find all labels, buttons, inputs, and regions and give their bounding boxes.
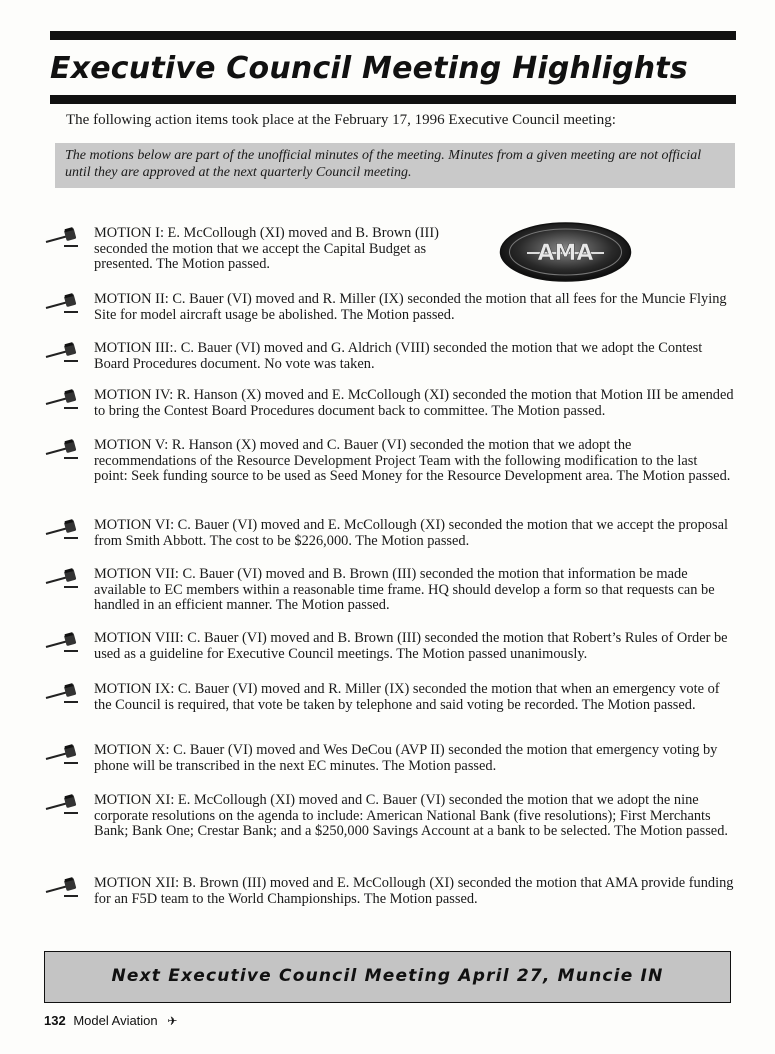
gavel-icon xyxy=(44,682,80,704)
intro-text: The following action items took place at the February 17, 1996 Executive Council meeting: xyxy=(66,112,616,128)
gavel-icon xyxy=(44,793,80,815)
gavel-icon xyxy=(44,876,80,898)
page-folio xyxy=(44,1013,177,1028)
gavel-icon xyxy=(44,226,80,248)
page-number: 132 xyxy=(44,1013,66,1028)
motion-text: MOTION IX: C. Bauer (VI) moved and R. Miller (IX) seconded the motion that when an emergency vote of the Council is required, that vote be taken by telephone and said voting be recorded. The Motion passed. xyxy=(94,681,720,713)
gavel-icon xyxy=(44,292,80,314)
motion-text: MOTION VI: C. Bauer (VI) moved and E. McCollough (XI) seconded the motion that we accept the proposal from Smith Abbott. The cost to be $226,000. The Motion passed. xyxy=(94,517,728,549)
ama-logo-text: AMA xyxy=(537,241,594,266)
gavel-icon xyxy=(44,518,80,540)
motion-text: MOTION V: R. Hanson (X) moved and C. Bauer (VI) seconded the motion that we adopt the recommendations of the Resource Development Project Team with the following modification to the last point: Seek funding source to be used as Seed Money for the Resource Development area. The Motion passed. xyxy=(94,437,731,484)
gavel-icon xyxy=(44,341,80,363)
arrow-right-icon: ✈ xyxy=(167,1014,178,1028)
motion-text: MOTION III:. C. Bauer (VI) moved and G. Aldrich (VIII) seconded the motion that we adopt the Contest Board Procedures document. No vote was taken. xyxy=(94,340,703,372)
next-meeting-banner: Next Executive Council Meeting April 27, Muncie IN xyxy=(44,951,731,1003)
motion-text: MOTION X: C. Bauer (VI) moved and Wes DeCou (AVP II) seconded the motion that emergency voting by phone will be transcribed in the next EC minutes. The Motion passed. xyxy=(94,742,718,774)
ama-logo-icon xyxy=(499,222,632,282)
motion-text: MOTION IV: R. Hanson (X) moved and E. McCollough (XI) seconded the motion that Motion III be amended to bring the Contest Board Procedures document back to committee. The Motion passed. xyxy=(94,387,734,419)
gavel-icon xyxy=(44,438,80,460)
page-title: Executive Council Meeting Highlights xyxy=(50,51,688,86)
motion-text: MOTION XII: B. Brown (III) moved and E. McCollough (XI) seconded the motion that AMA provide funding for an F5D team to the World Championships. The Motion passed. xyxy=(94,875,734,907)
title-rule-bottom xyxy=(50,95,736,104)
gavel-icon xyxy=(44,743,80,765)
gavel-icon xyxy=(44,631,80,653)
title-rule-top xyxy=(50,31,736,40)
motion-text: MOTION I: E. McCollough (XI) moved and B. Brown (III) seconded the motion that we accept the Capital Budget as presented. The Motion passed. xyxy=(94,225,439,272)
unofficial-minutes-note: The motions below are part of the unofficial minutes of the meeting. Minutes from a given meeting are not official until they are approved at the next quarterly Council meeting. xyxy=(55,143,735,188)
gavel-icon xyxy=(44,567,80,589)
gavel-icon xyxy=(44,388,80,410)
motion-text: MOTION VIII: C. Bauer (VI) moved and B. Brown (III) seconded the motion that Robert’s Rules of Order be used as a guideline for Executive Council meetings. The Motion passed unanimously. xyxy=(94,630,728,662)
publication-name: Model Aviation xyxy=(73,1013,158,1028)
motion-text: MOTION VII: C. Bauer (VI) moved and B. Brown (III) seconded the motion that information be made available to EC members within a reasonable time frame. HQ should develop a form so that requests can be handled in an efficient manner. The Motion passed. xyxy=(94,566,715,613)
motion-text: MOTION II: C. Bauer (VI) moved and R. Miller (IX) seconded the motion that all fees for the Muncie Flying Site for model aircraft usage be abolished. The Motion passed. xyxy=(94,291,727,323)
motion-text: MOTION XI: E. McCollough (XI) moved and C. Bauer (VI) seconded the motion that we adopt the nine corporate resolutions on the agenda to include: American National Bank (five resolutions); First Merchants Bank; Bank One; Crestar Bank; and a $250,000 Savings Account at a bank to be selected. The Motion passed. xyxy=(94,792,728,839)
